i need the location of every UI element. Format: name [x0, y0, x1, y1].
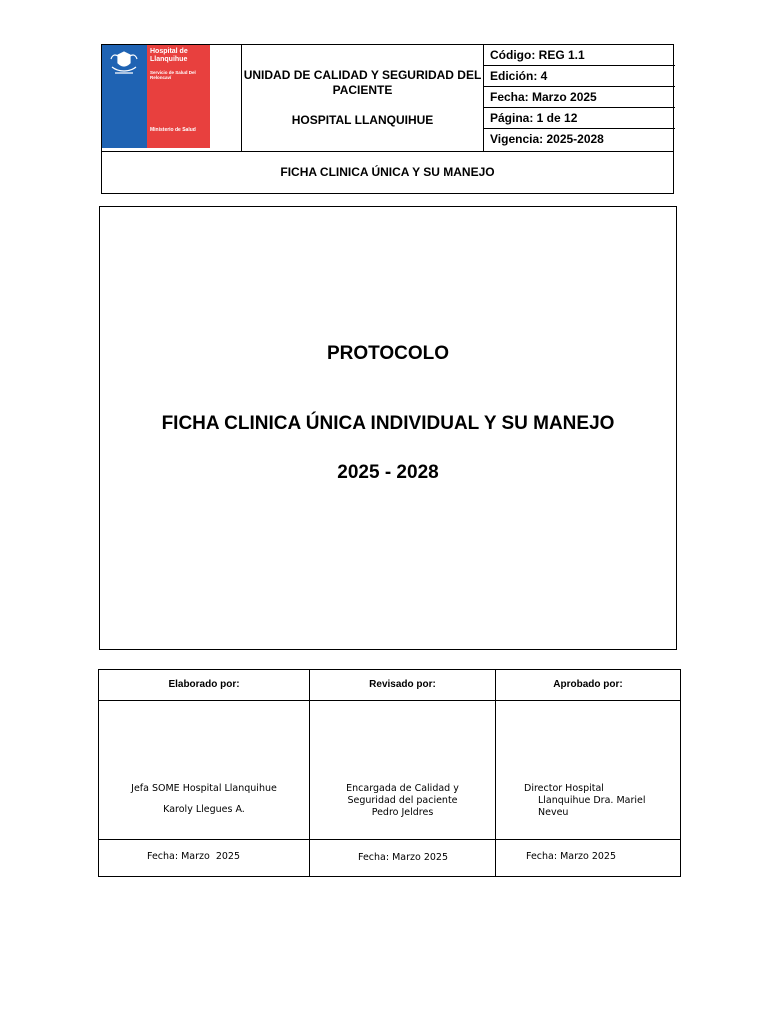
- logo-service-name: Servicio de Salud Del Reloncaví: [150, 70, 196, 80]
- aprobado-column: [496, 670, 680, 876]
- document-type: PROTOCOLO: [326, 343, 450, 364]
- logo-red-band: [147, 45, 210, 148]
- elaborado-footer: [99, 840, 309, 876]
- meta-fecha: Fecha: Marzo 2025: [484, 87, 675, 108]
- revisado-column: [310, 670, 496, 876]
- cover-box: [99, 206, 677, 650]
- document-period: 2025 - 2028: [337, 462, 439, 483]
- elaborado-name: Karoly Llegues A.: [163, 804, 245, 815]
- aprobado-role-line1: Director Hospital: [524, 783, 604, 794]
- meta-vigencia: Vigencia: 2025-2028: [490, 132, 604, 146]
- signatures-table: [98, 669, 681, 877]
- aprobado-date: Fecha: Marzo 2025: [526, 851, 616, 862]
- revisado-body: [310, 701, 495, 840]
- document-title: FICHA CLINICA ÚNICA INDIVIDUAL Y SU MANEJO: [161, 413, 615, 434]
- meta-pagina: Página: 1 de 12: [484, 108, 675, 129]
- elaborado-date: Fecha: Marzo 2025: [147, 851, 241, 862]
- document-header: [101, 44, 674, 194]
- logo-blue-band: [102, 45, 147, 148]
- document-subject: FICHA CLINICA ÚNICA Y SU MANEJO: [102, 151, 673, 193]
- aprobado-body: [496, 701, 680, 840]
- elaborado-role: Jefa SOME Hospital Llanquihue: [131, 783, 277, 794]
- meta-codigo: Código: REG 1.1: [484, 45, 675, 66]
- header-title-cell: [242, 45, 484, 151]
- logo-hospital-name: Hospital de Llanquihue: [150, 48, 188, 63]
- meta-edicion: Edición: 4: [484, 66, 675, 87]
- logo-ministry-name: Ministerio de Salud: [150, 127, 196, 133]
- aprobado-heading: Aprobado por:: [496, 670, 680, 701]
- document-meta: [484, 45, 675, 151]
- aprobado-role-line2: Llanquihue Dra. Mariel Neveu: [538, 795, 646, 818]
- elaborado-heading: Elaborado por:: [99, 670, 309, 701]
- coat-of-arms-icon: [107, 49, 141, 77]
- revisado-footer: [310, 840, 495, 876]
- elaborado-column: [99, 670, 310, 876]
- unit-title: UNIDAD DE CALIDAD Y SEGURIDAD DEL PACIENTE: [243, 68, 482, 97]
- aprobado-footer: [496, 840, 680, 876]
- hospital-logo: [102, 45, 210, 148]
- revisado-date: Fecha: Marzo 2025: [358, 852, 448, 863]
- revisado-role: Encargada de Calidad y Seguridad del paciente Pedro Jeldres: [346, 783, 459, 818]
- revisado-heading: Revisado por:: [310, 670, 495, 701]
- elaborado-body: [99, 701, 309, 840]
- logo-cell: [102, 45, 242, 151]
- hospital-title: HOSPITAL LLANQUIHUE: [291, 113, 434, 127]
